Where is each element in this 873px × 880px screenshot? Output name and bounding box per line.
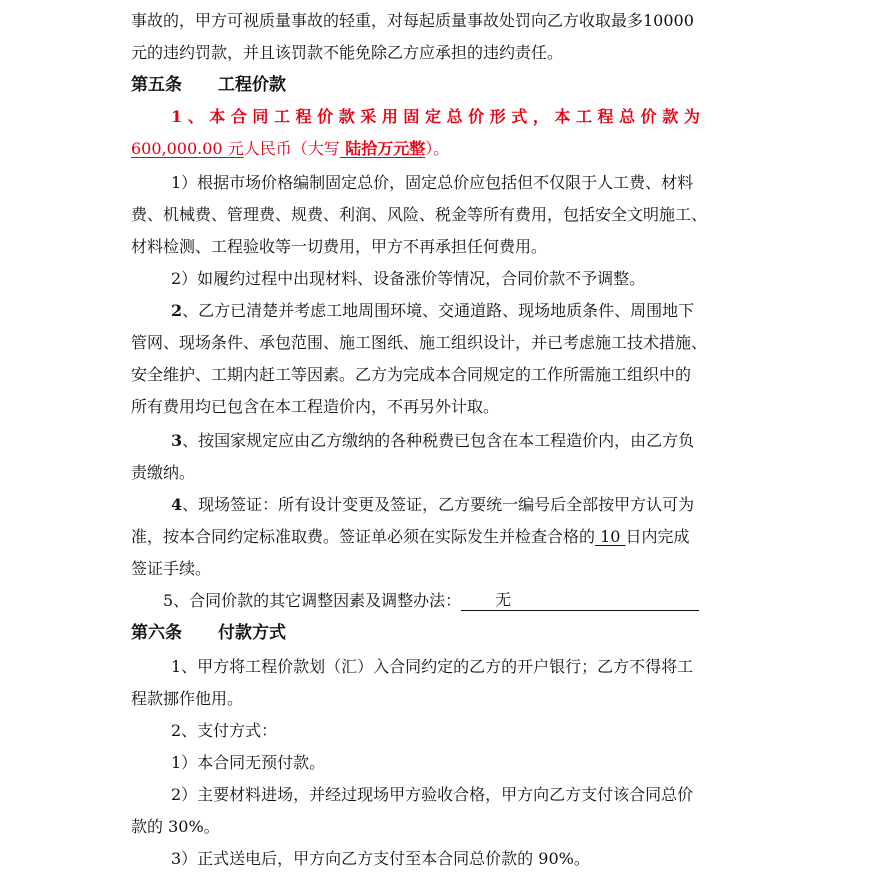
body-line <box>131 526 690 548</box>
body-line <box>131 364 691 386</box>
section-number: 第六条 <box>131 623 182 643</box>
body-line <box>171 656 693 678</box>
body-line <box>131 462 195 484</box>
section-heading-6 <box>131 622 286 644</box>
section-number: 第五条 <box>131 75 182 95</box>
text-span: 、按国家规定应由乙方缴纳的各种税费已包含在本工程造价内，由乙方负 <box>182 431 695 450</box>
section-title: 工程价款 <box>218 75 286 95</box>
body-line <box>131 558 211 580</box>
text-span: 责缴纳。 <box>131 463 196 482</box>
section-title: 付款方式 <box>218 623 286 643</box>
section-heading-5 <box>131 74 286 96</box>
body-line <box>131 10 741 32</box>
text-span: 、乙方已清楚并考虑工地周围环境、交通道路、现场地质条件、周围地下 <box>182 301 695 320</box>
text-span: 2）如履约过程中出现材料、设备涨价等情况，合同价款不予调整。 <box>171 269 646 288</box>
body-line <box>171 268 645 290</box>
text-span: 人民币（大写 <box>243 139 340 158</box>
body-line <box>171 848 590 870</box>
text-span: 1 、 本 合 同 工 程 价 款 采 用 固 定 总 价 形 式 ， 本 工 程 总 价 款 为 <box>171 107 700 126</box>
contract-amount: 600,000.00 元 <box>131 139 244 158</box>
body-line <box>171 720 277 742</box>
text-span: 安全维护、工期内赶工等因素。乙方为完成本合同规定的工作所需施工组织中的 <box>131 365 692 384</box>
body-line <box>131 204 707 226</box>
body-line <box>171 494 694 516</box>
text-span: 3）正式送电后，甲方向乙方支付至本合同总价款的 90%。 <box>171 849 590 868</box>
amount-in-words: 陆拾万元整 <box>339 139 426 158</box>
text-span: 2、支付方式： <box>171 721 278 740</box>
text-span: 事故的，甲方可视质量事故的轻重，对每起质量事故处罚向乙方收取最多10000 <box>131 11 694 30</box>
text-span: 1）根据市场价格编制固定总价，固定总价应包括但不仅限于人工费、材料 <box>171 173 694 192</box>
text-span: 1、甲方将工程价款划（汇）入合同约定的乙方的开户银行；乙方不得将工 <box>171 657 694 676</box>
body-line <box>171 784 693 806</box>
text-span: 签证手续。 <box>131 559 212 578</box>
adjustment-value: 无 <box>495 590 512 609</box>
body-line <box>131 236 547 258</box>
body-line <box>171 300 694 322</box>
body-line <box>131 332 707 354</box>
body-line <box>171 172 693 194</box>
clause-number: 4 <box>171 495 183 514</box>
text-span: 管网、现场条件、承包范围、施工图纸、施工组织设计，并已考虑施工技术措施、 <box>131 333 708 352</box>
price-amount-line <box>131 138 449 160</box>
text-span: 准，按本合同约定标准取费。签证单必须在实际发生并检查合格的 <box>131 527 596 546</box>
adjustment-line <box>163 590 699 612</box>
text-span: 日内完成 <box>625 527 690 546</box>
text-span: 、现场签证：所有设计变更及签证，乙方要统一编号后全部按甲方认可为 <box>182 495 695 514</box>
body-line <box>171 752 325 774</box>
body-line <box>171 430 694 452</box>
body-line <box>131 688 243 710</box>
text-span: 1）本合同无预付款。 <box>171 753 326 772</box>
clause-number: 2 <box>171 301 183 320</box>
clause-number: 3 <box>171 431 183 450</box>
body-line <box>131 42 563 64</box>
text-span: 5、合同价款的其它调整因素及调整办法： <box>163 591 462 610</box>
text-span: ）。 <box>425 139 450 158</box>
days-value: 10 <box>595 527 626 546</box>
body-line <box>131 396 499 418</box>
text-span: 程款挪作他用。 <box>131 689 244 708</box>
text-span: 款的 30%。 <box>131 817 220 836</box>
text-span: 费、机械费、管理费、规费、利润、风险、税金等所有费用，包括安全文明施工、 <box>131 205 708 224</box>
text-span: 材料检测、工程验收等一切费用，甲方不再承担任何费用。 <box>131 237 548 256</box>
text-span: 元的违约罚款，并且该罚款不能免除乙方应承担的违约责任。 <box>131 43 564 62</box>
adjustment-blank <box>461 590 699 611</box>
price-clause-line <box>171 106 741 128</box>
text-span: 所有费用均已包含在本工程造价内，不再另外计取。 <box>131 397 500 416</box>
text-span: 2）主要材料进场，并经过现场甲方验收合格，甲方向乙方支付该合同总价 <box>171 785 694 804</box>
body-line <box>131 816 220 838</box>
